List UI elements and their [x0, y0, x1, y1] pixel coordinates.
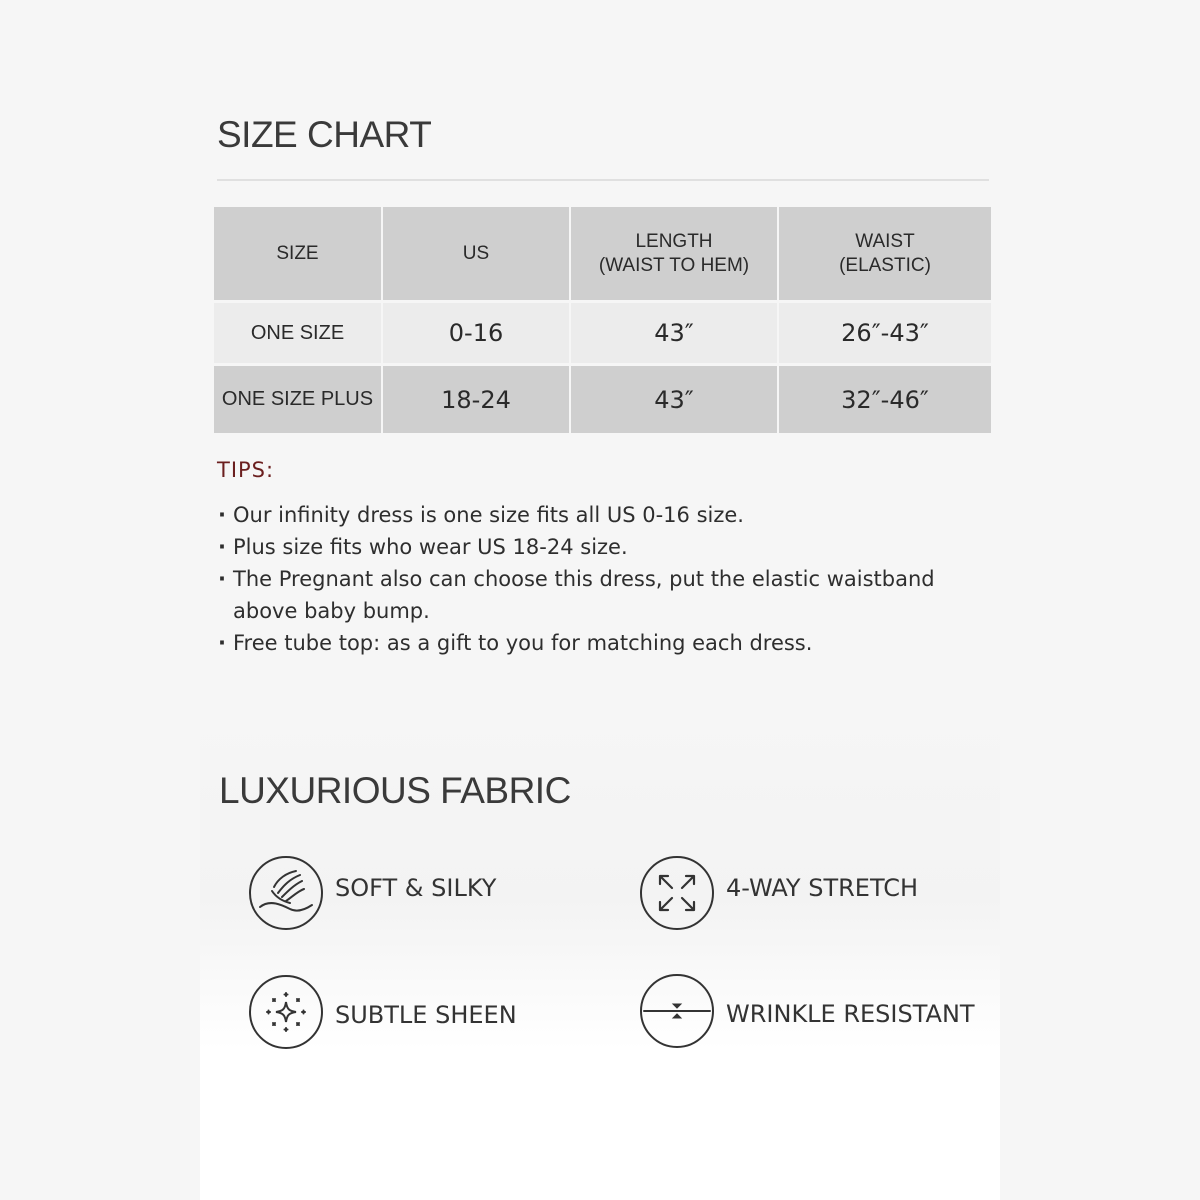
- feature-label: 4-WAY STRETCH: [726, 874, 919, 902]
- table-cell-waist: 26″-43″: [779, 303, 991, 363]
- tips-title: TIPS:: [217, 458, 275, 482]
- tip-item: · Free tube top: as a gift to you for matching each dress.: [218, 627, 998, 659]
- table-cell-us: 18-24: [383, 366, 569, 433]
- table-header-size: SIZE: [214, 207, 381, 300]
- table-cell-length: 43″: [571, 366, 777, 433]
- table-header-us: US: [383, 207, 569, 300]
- table-header-waist: WAIST (ELASTIC): [779, 207, 991, 300]
- feature-label: SOFT & SILKY: [335, 874, 497, 902]
- feature-soft-silky: [249, 856, 496, 930]
- four-way-arrows-icon: [640, 856, 714, 930]
- tips-list: [218, 499, 998, 659]
- table-cell-us: 0-16: [383, 303, 569, 363]
- size-chart-title: SIZE CHART: [217, 114, 432, 155]
- sparkle-icon: [249, 975, 323, 1049]
- feature-label: WRINKLE RESISTANT: [726, 1000, 975, 1028]
- table-cell-waist: 32″-46″: [779, 366, 991, 433]
- table-cell-size: ONE SIZE: [214, 303, 381, 363]
- tip-item: · The Pregnant also can choose this dress, put the elastic waistband above baby bump.: [218, 563, 998, 627]
- fabric-title: LUXURIOUS FABRIC: [219, 770, 571, 811]
- title-divider: [217, 179, 989, 181]
- hand-touch-icon: [249, 856, 323, 930]
- table-header-length: LENGTH (WAIST TO HEM): [571, 207, 777, 300]
- tip-item: · Our infinity dress is one size fits all US 0-16 size.: [218, 499, 998, 531]
- size-chart-table: [214, 207, 989, 433]
- flat-fabric-icon: [640, 974, 714, 1048]
- feature-4-way-stretch: [640, 856, 918, 930]
- table-cell-length: 43″: [571, 303, 777, 363]
- tip-item: · Plus size fits who wear US 18-24 size.: [218, 531, 998, 563]
- table-cell-size: ONE SIZE PLUS: [214, 366, 381, 433]
- feature-subtle-sheen: [249, 975, 517, 1049]
- feature-wrinkle-resistant: [640, 974, 975, 1048]
- feature-label: SUBTLE SHEEN: [335, 1001, 517, 1029]
